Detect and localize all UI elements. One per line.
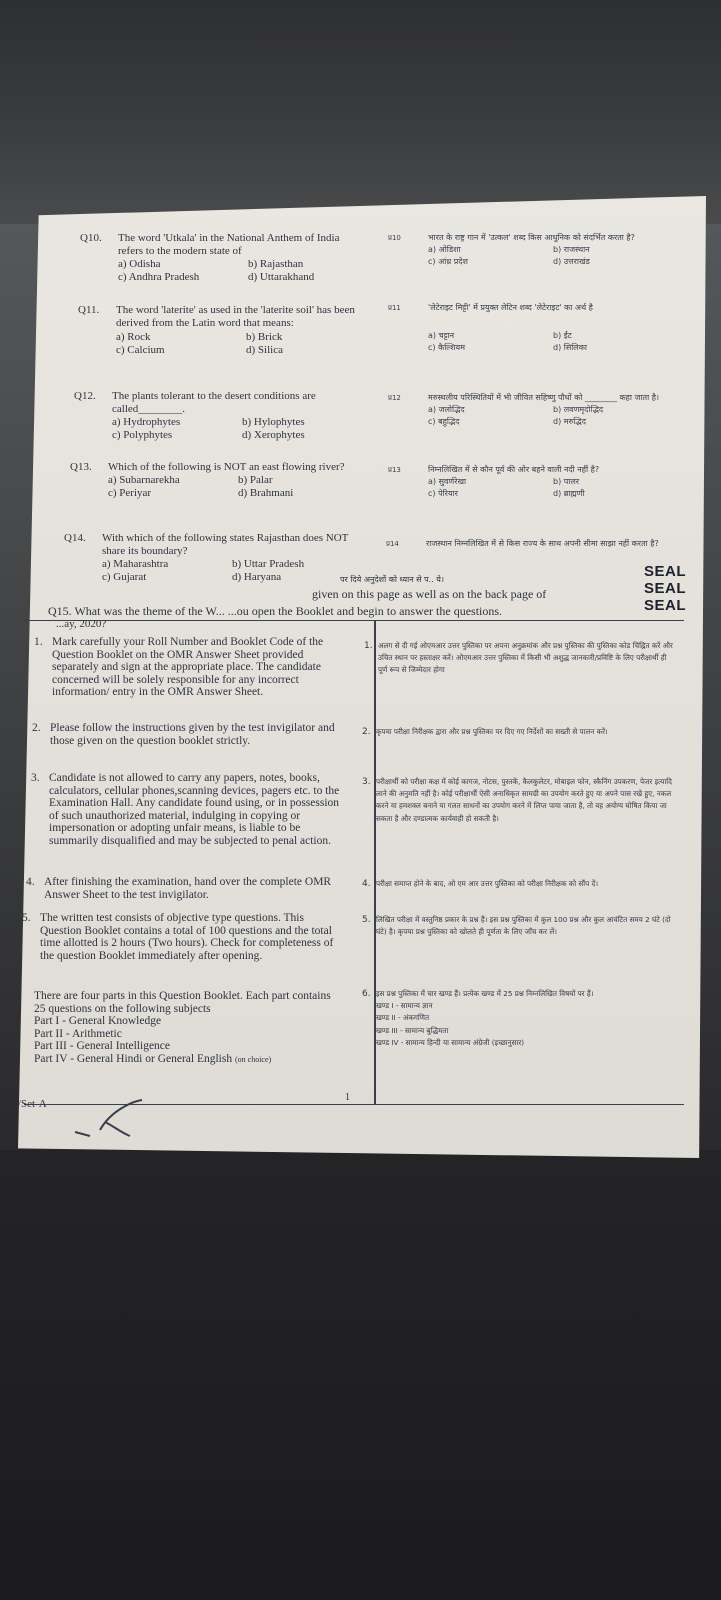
question-13-hindi (388, 464, 690, 500)
question-14-hindi (386, 538, 688, 550)
question-number: प्र14 (386, 540, 399, 548)
option-b: b) Hylophytes (242, 416, 305, 428)
part-4-note: (on choice) (234, 1054, 272, 1064)
instruction-en-1 (34, 636, 342, 699)
instruction-number: 2. (32, 722, 41, 734)
question-text: राजस्थान निम्नलिखित में से किस राज्य के साथ अपनी सीमा साझा नहीं करता है? (426, 539, 659, 548)
option-b: b) ईंट (553, 331, 572, 340)
instruction-en-3 (31, 772, 341, 847)
instruction-number: 1. (34, 636, 43, 648)
question-number: Q13. (70, 461, 92, 473)
option-d: d) Uttarakhand (248, 271, 315, 283)
option-c: c) Andhra Pradesh (118, 271, 200, 283)
part-1-hindi: खण्ड I - सामान्य ज्ञान (376, 1001, 433, 1011)
instruction-text: परीक्षार्थी को परीक्षा कक्ष में कोई कागज, नोटस, पुस्तकें, कैलकुलेटर, मोबाइल फोन, स्कैनिंग उपकरण, पेजर इत्यादि लाने की अनुमति नहीं है। कोई परीक्षार्थी ऐसी अनाधिकृत सामग्री का उपयोग करते हुए या अपने पास रखे हुए, नकल करने या हमशक्ल बनाने या गलत साधनों का उपयोग करने में लिप्त पाया जाता है, तो वह अयोग्य घोषित किया जा सकता है और दण्डात्मक कार्यवाही हो सकती है। (376, 777, 672, 823)
option-a: a) चट्टान (428, 331, 455, 340)
instruction-text: अलग से दी गई ओएमआर उत्तर पुस्तिका पर अपना अनुक्रमांक और प्रश्न पुस्तिका की पुस्तिका कोड चिह्नित करें और उचित स्थान पर हस्ताक्षर करें। ओएमआर उत्तर पुस्तिका में किसी भी अशुद्ध जानकारी/प्रविष्टि के लिए परीक्षार्थी ही पूर्ण रूप से जिम्मेदार होगा (378, 641, 673, 675)
option-d: d) Haryana (232, 571, 282, 583)
question-15 (48, 604, 502, 619)
option-a: a) Hydrophytes (112, 416, 181, 428)
question-text: मरुस्थलीय परिस्थितियों में भी जीवित सहिष्णु पौधों को ________ कहा जाता है। (428, 393, 659, 402)
instruction-text: कृपया परीक्षा निरीक्षक द्वारा और प्रश्न पुस्तिका पर दिए गए निर्देशों का सख्ती से पालन करें। (376, 727, 608, 736)
option-c: c) आंध्र प्रदेश (428, 257, 468, 266)
instruction-hi-4 (362, 878, 676, 890)
instruction-hi-5 (362, 914, 676, 938)
instruction-text: Candidate is not allowed to carry any papers, notes, books, calculators, cellular phones,scanning devices, pagers etc. to the Examination Hall. Any candidate found using, or in possession of such unauthorized material, indulging in copying or impersonation or adopting unfair means, is liable to be summarily disqualified and may be subjected to penal action. (49, 772, 340, 847)
instruction-text: There are four parts in this Question Booklet. Each part contains 25 questions on the following subjects (34, 990, 331, 1015)
question-number: Q15. (48, 604, 72, 618)
instruction-en-5 (22, 912, 336, 962)
instruction-text: The written test consists of objective type questions. This Question Booklet contains a total of 100 questions and the total time allotted is 2 hours (Two hours). Check for completeness of the question Booklet immediately after opening. (40, 912, 334, 962)
option-c: c) Calcium (116, 344, 165, 356)
part-3-hindi: खण्ड III - सामान्य बुद्धिमता (376, 1025, 449, 1035)
option-b: b) पालर (553, 477, 580, 486)
option-a: a) Odisha (118, 258, 161, 270)
instruction-number: 3. (31, 772, 40, 784)
option-b: b) राजस्थान (553, 245, 590, 254)
instruction-hi-3 (362, 776, 676, 825)
option-a: a) Maharashtra (102, 558, 169, 570)
instruction-number: 2. (362, 727, 371, 737)
question-10 (80, 232, 358, 284)
question-11 (78, 304, 356, 357)
option-d: d) Silica (246, 344, 283, 356)
instruction-text: इस प्रश्न पुस्तिका में चार खण्ड हैं। प्रत्येक खण्ड में 25 प्रश्न निम्नलिखित विषयों पर हैं। (376, 989, 594, 998)
notice-hindi: पर दिये अनुदेशों को ध्यान से प.. ये। (340, 575, 444, 584)
question-14 (64, 532, 364, 584)
question-number: Q10. (80, 232, 102, 244)
instruction-number: 5. (362, 915, 371, 925)
option-c: c) Polyphytes (112, 429, 173, 441)
option-c: c) बहुद्भिद (428, 417, 460, 426)
instruction-number: 1. (364, 641, 373, 651)
option-a: a) ओडिशा (428, 245, 461, 254)
question-text: भारत के राष्ट्र गान में 'उत्कल' शब्द किस आधुनिक को संदर्भित करता है? (428, 233, 635, 242)
instruction-text: After finishing the examination, hand over the complete OMR Answer Sheet to the test invigilator. (44, 876, 332, 901)
option-c: c) Periyar (108, 487, 152, 499)
pen-mark-icon (70, 1092, 150, 1142)
instruction-hi-1 (364, 640, 674, 677)
instruction-number: 4. (362, 879, 371, 889)
instruction-en-4 (26, 876, 336, 901)
option-d: d) ब्राह्मणी (553, 489, 585, 498)
question-text: The word 'laterite' as used in the 'laterite soil' has been derived from the Latin word that means: (116, 304, 355, 329)
option-a: a) जलोद्भिद (428, 405, 465, 414)
option-b: b) Uttar Pradesh (232, 558, 305, 570)
question-text: 'लेटेराइट मिट्टी' में प्रयुक्त लेटिन शब्द 'लेटेराइट' का अर्थ है (428, 303, 593, 312)
instruction-hi-6 (362, 988, 672, 1049)
question-text: निम्नलिखित में से कौन पूर्व की ओर बहने वाली नदी नहीं है? (428, 465, 600, 474)
instruction-text: लिखित परीक्षा में वस्तुनिष्ठ प्रकार के प्रश्न हैं। इस प्रश्न पुस्तिका में कुल 100 प्रश्न और कुल आवंटित समय 2 घंटे (दो घंटे) है। कृपया प्रश्न पुस्तिका को खोलते ही पूर्णता के लिए जाँच कर लें। (376, 915, 671, 937)
option-d: d) मरुद्भिद (553, 417, 586, 426)
question-12-hindi (388, 392, 690, 428)
question-text: The word 'Utkala' in the National Anthem of India refers to the modern state of (118, 232, 340, 257)
option-c: c) पेरियार (428, 489, 458, 498)
question-number: प्र12 (388, 394, 401, 402)
part-2-hindi: खण्ड II - अंकगणित (376, 1013, 430, 1023)
question-text: With which of the following states Rajasthan does NOT share its boundary? (102, 532, 349, 557)
question-10-hindi (388, 232, 688, 268)
option-b: b) Palar (238, 474, 273, 486)
instruction-number: 6. (362, 989, 371, 999)
option-a: a) Rock (116, 331, 151, 343)
set-label: /Set-A (18, 1098, 47, 1110)
seal-text: SEAL (644, 563, 687, 580)
question-text: The plants tolerant to the desert conditions are called________. (112, 390, 316, 415)
question-number: प्र11 (388, 304, 401, 312)
option-a: a) Subarnarekha (108, 474, 180, 486)
instruction-text: Mark carefully your Roll Number and Booklet Code of the Question Booklet on the OMR Answer Sheet provided separately and sign at the appropriate place. The candidate concerned will be solely responsible for any incorrect information/ entry in the OMR Answer Sheet. (52, 636, 324, 698)
question-number: प्र10 (388, 234, 401, 242)
instruction-number: 5. (22, 912, 31, 924)
question-text: Which of the following is NOT an east flowing river? (108, 461, 345, 473)
instruction-hi-2 (362, 726, 672, 738)
question-11-hindi (388, 302, 688, 354)
seal-text: SEAL (644, 580, 687, 597)
option-d: d) Xerophytes (242, 429, 305, 441)
instruction-text: Please follow the instructions given by the test invigilator and those given on the question booklet strictly. (50, 722, 335, 747)
question-number: Q11. (78, 304, 100, 316)
option-b: b) Brick (246, 331, 283, 343)
option-c: c) कैल्शियम (428, 343, 465, 352)
table-surface (0, 1150, 721, 1600)
instruction-number: 3. (362, 777, 371, 787)
question-number: प्र13 (388, 466, 401, 474)
option-a: a) सुवर्णरेखा (428, 477, 467, 486)
instruction-text: परीक्षा समाप्त होने के बाद, ओ एम आर उत्तर पुस्तिका को परीक्षा निरीक्षक को सौंप दें। (376, 879, 599, 888)
option-d: d) Brahmani (238, 487, 294, 499)
question-12 (74, 390, 372, 442)
page-number: 1 (345, 1092, 350, 1103)
notice-english: given on this page as well as on the back page of (312, 587, 547, 601)
seal-stamp (644, 563, 686, 614)
part-4: Part IV - General Hindi or General English (34, 1052, 233, 1065)
question-13 (70, 461, 370, 500)
instruction-en-2 (32, 722, 340, 747)
part-3: Part III - General Intelligence (34, 1040, 171, 1052)
option-b: b) Rajasthan (248, 258, 304, 270)
part-4-hindi: खण्ड IV - सामान्य हिन्दी या सामान्य अंग्रेजी (इच्छानुसार) (376, 1037, 525, 1047)
option-b: b) लवणमृदोद्भिद (553, 405, 604, 414)
seal-text: SEAL (644, 597, 687, 614)
option-d: d) उत्तराखंड (553, 257, 590, 266)
option-d: d) सिलिका (553, 343, 587, 352)
instruction-number: 4. (26, 876, 35, 888)
question-number: Q14. (64, 532, 86, 544)
option-c: c) Gujarat (102, 571, 147, 583)
question-text: What was the theme of the W... ...ou open the Booklet and begin to answer the questions. (74, 604, 503, 618)
question-number: Q12. (74, 390, 96, 402)
part-1: Part I - General Knowledge (34, 1015, 162, 1027)
question-15-continuation: ...ay, 2020? (56, 618, 107, 630)
part-2: Part II - Arithmetic (34, 1027, 122, 1040)
instruction-en-6 (34, 990, 334, 1066)
